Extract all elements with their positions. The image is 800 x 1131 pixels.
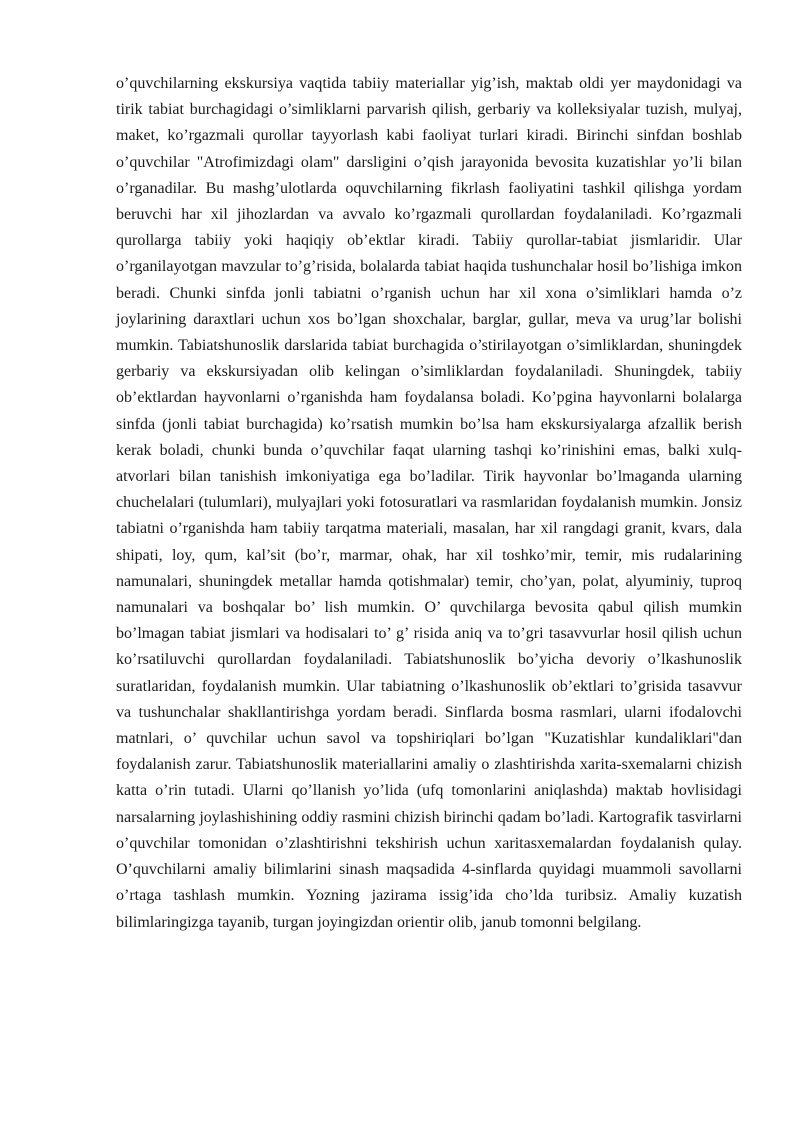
document-page (116, 71, 742, 936)
body-paragraph: o’quvchilarning ekskursiya vaqtida tabiiy materiallar yig’ish, maktab oldi yer maydonidagi va tirik tabiat burchagidagi o’simliklarni parvarish qilish, gerbariy va kolleksiyalar tuzish, mulyaj, maket, ko’rgazmali qurollar tayyorlash kabi faoliyat turlari kiradi. Birinchi sinfdan boshlab o’quvchilar "Atrofimizdagi olam" darsligini o’qish jarayonida bevosita kuzatishlar yo’li bilan o’rganadilar. Bu mashg’ulotlarda oquvchilarning fikrlash faoliyatini tashkil qilishga yordam beruvchi har xil jihozlardan va avvalo ko’rgazmali qurollardan foydalaniladi. Ko’rgazmali qurollarga tabiiy yoki haqiqiy ob’ektlar kiradi. Tabiiy qurollar-tabiat jismlaridir. Ular o’rganilayotgan mavzular to’g’risida, bolalarda tabiat haqida tushunchalar hosil bo’lishiga imkon beradi. Chunki sinfda jonli tabiatni o’rganish uchun har xil xona o’simliklari hamda o’z joylarining daraxtlari uchun xos bo’lgan shoxchalar, barglar, gullar, meva va urug’lar bolishi mumkin. Tabiatshunoslik darslarida tabiat burchagida o’stirilayotgan o’simliklardan, shuningdek gerbariy va ekskursiyadan olib kelingan o’simliklardan foydalaniladi. Shuningdek, tabiiy ob’ektlardan hayvonlarni o’rganishda ham foydalansa boladi. Ko’pgina hayvonlarni bolalarga sinfda (jonli tabiat burchagida) ko’rsatish mumkin bo’lsa ham ekskursiyalarga afzallik berish kerak boladi, chunki bunda o’quvchilar faqat ularning tashqi ko’rinishini emas, balki xulq-atvorlari bilan tanishish imkoniyatiga ega bo’ladilar. Tirik hayvonlar bo’lmaganda ularning chuchelalari (tulumlari), mulyajlari yoki fotosuratlari va rasmlaridan foydalanish mumkin. Jonsiz tabiatni o’rganishda ham tabiiy tarqatma materiali, masalan, har xil rangdagi granit, kvars, dala shipati, loy, qum, kal’sit (bo’r, marmar, ohak, har xil toshko’mir, temir, mis rudalarining namunalari, shuningdek metallar hamda qotishmalar) temir, cho’yan, polat, alyuminiy, tuproq namunalari va boshqalar bo’ lish mumkin. O’ quvchilarga bevosita qabul qilish mumkin bo’lmagan tabiat jismlari va hodisalari to’ g’ risida aniq va to’gri tasavvurlar hosil qilish uchun ko’rsatiluvchi qurollardan foydalaniladi. Tabiatshunoslik bo’yicha devoriy o’lkashunoslik suratlaridan, foydalanish mumkin. Ular tabiatning o’lkashunoslik ob’ektlari to’grisida tasavvur va tushunchalar shakllantirishga yordam beradi. Sinflarda bosma rasmlari, ularni ifodalovchi matnlari, o’ quvchilar uchun savol va topshiriqlari bo’lgan "Kuzatishlar kundaliklari"dan foydalanish zarur. Tabiatshunoslik materiallarini amaliy o zlashtirishda xarita-sxemalarni chizish katta o’rin tutadi. Ularni qo’llanish yo’lida (ufq tomonlarini aniqlashda) maktab hovlisidagi narsalarning joylashishining oddiy rasmini chizish birinchi qadam bo’ladi. Kartografik tasvirlarni o’quvchilar tomonidan o’zlashtirishni tekshirish uchun xaritasxemalardan foydalanish qulay. O’quvchilarni amaliy bilimlarini sinash maqsadida 4-sinflarda quyidagi muammoli savollarni o’rtaga tashlash mumkin. Yozning jazirama issig’ida cho’lda turibsiz. Amaliy kuzatish bilimlaringizga tayanib, turgan joyingizdan orientir olib, janub tomonni belgilang. (116, 75, 742, 931)
